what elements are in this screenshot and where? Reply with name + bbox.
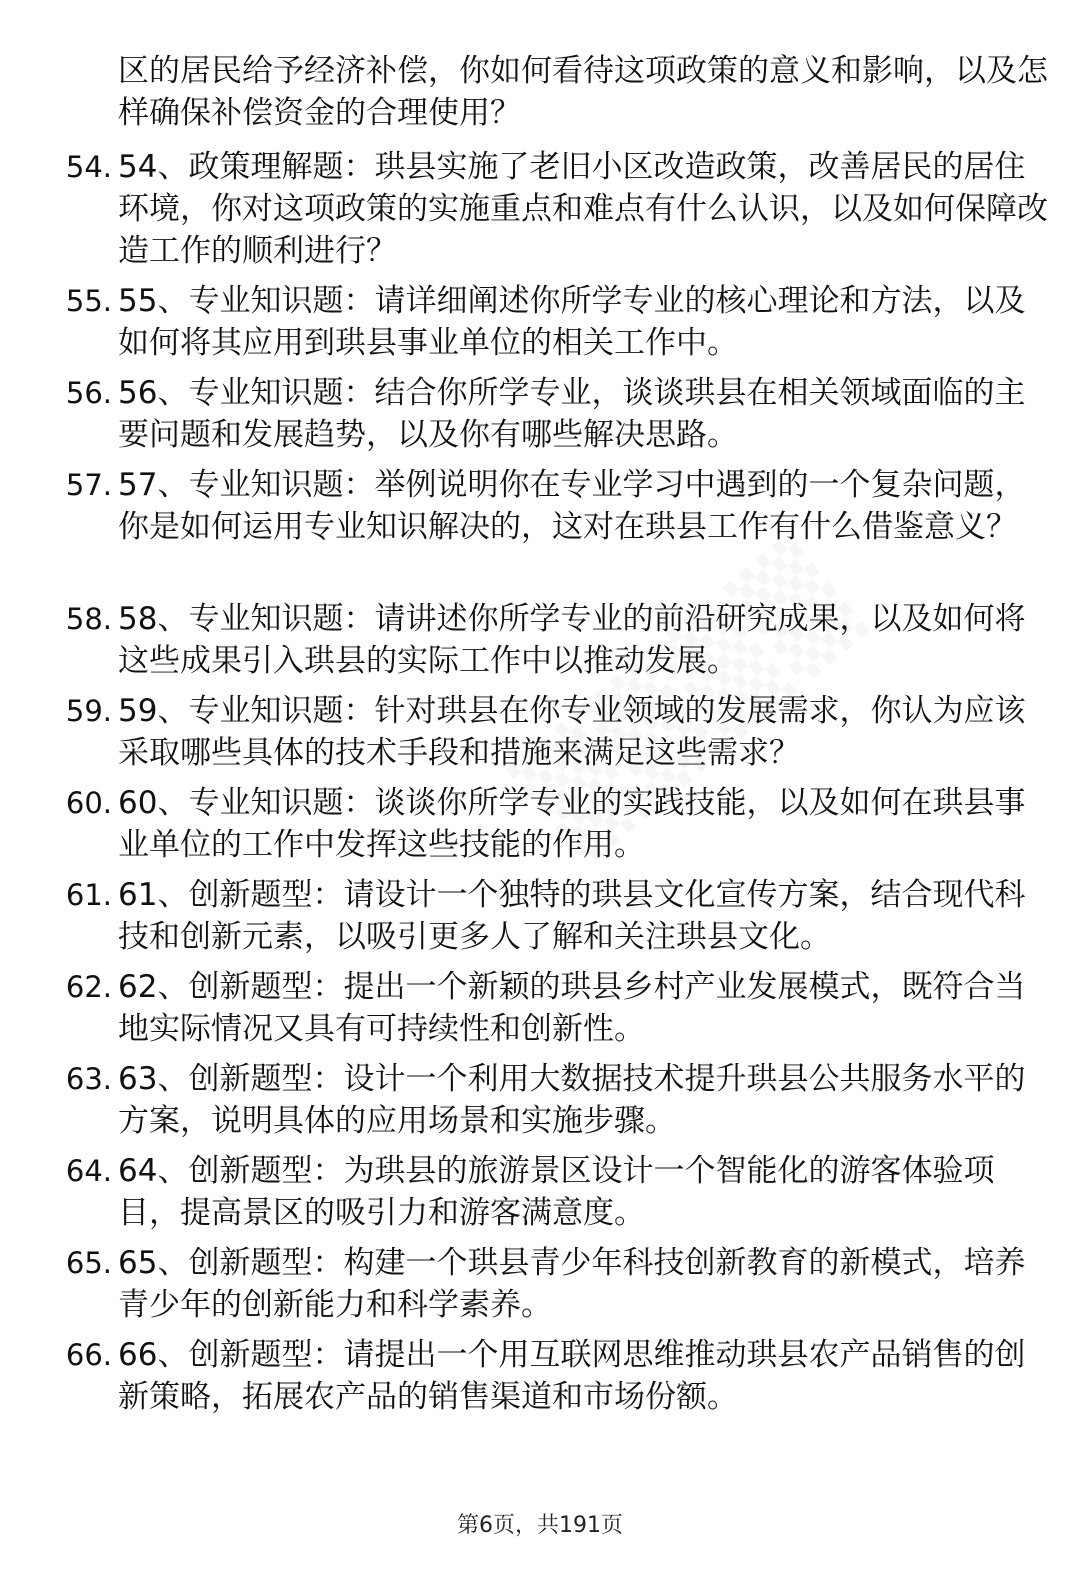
item-number: 61. bbox=[65, 878, 112, 912]
item-number: 63. bbox=[65, 1062, 112, 1096]
item-text: 54、政策理解题：珙县实施了老旧小区改造政策，改善居民的居住环境，你对这项政策的实施重点和难点有什么认识，以及如何保障改造工作的顺利进行？ bbox=[118, 149, 1048, 269]
item-number: 65. bbox=[65, 1246, 112, 1280]
item-text: 62、创新题型：提出一个新颖的珙县乡村产业发展模式，既符合当地实际情况又具有可持续性和创新性。 bbox=[118, 969, 1026, 1047]
item-number: 54. bbox=[65, 150, 112, 184]
item-text: 64、创新题型：为珙县的旅游景区设计一个智能化的游客体验项目，提高景区的吸引力和游客满意度。 bbox=[118, 1153, 995, 1231]
item-text: 56、专业知识题：结合你所学专业，谈谈珙县在相关领域面临的主要问题和发展趋势，以及你有哪些解决思路。 bbox=[118, 375, 1026, 453]
item-text: 63、创新题型：设计一个利用大数据技术提升珙县公共服务水平的方案，说明具体的应用场景和实施步骤。 bbox=[118, 1061, 1026, 1139]
item-number: 57. bbox=[65, 468, 112, 502]
page-footer: 第6页，共191页 bbox=[457, 1513, 623, 1538]
item-text: 59、专业知识题：针对珙县在你专业领域的发展需求，你认为应该采取哪些具体的技术手段和措施来满足这些需求？ bbox=[118, 693, 1026, 771]
item-number: 59. bbox=[65, 694, 112, 728]
item-number: 60. bbox=[65, 786, 112, 820]
item-number: 66. bbox=[65, 1338, 112, 1372]
item-number: 56. bbox=[65, 376, 112, 410]
item-number: 62. bbox=[65, 970, 112, 1004]
item-text: 57、专业知识题：举例说明你在专业学习中遇到的一个复杂问题，你是如何运用专业知识解决的，这对在珙县工作有什么借鉴意义？ bbox=[118, 467, 1026, 545]
item-text: 66、创新题型：请提出一个用互联网思维推动珙县农产品销售的创新策略，拓展农产品的销售渠道和市场份额。 bbox=[118, 1337, 1026, 1415]
item-number: 64. bbox=[65, 1154, 112, 1188]
item-number: 58. bbox=[65, 602, 112, 636]
item-number: 55. bbox=[65, 284, 112, 318]
continued-paragraph: 区的居民给予经济补偿，你如何看待这项政策的意义和影响，以及怎样确保补偿资金的合理使用？ bbox=[118, 53, 1048, 131]
item-text: 65、创新题型：构建一个珙县青少年科技创新教育的新模式，培养青少年的创新能力和科学素养。 bbox=[118, 1245, 1026, 1323]
item-text: 58、专业知识题：请讲述你所学专业的前沿研究成果，以及如何将这些成果引入珙县的实际工作中以推动发展。 bbox=[118, 601, 1026, 679]
item-text: 55、专业知识题：请详细阐述你所学专业的核心理论和方法，以及如何将其应用到珙县事业单位的相关工作中。 bbox=[118, 283, 1026, 361]
item-text: 60、专业知识题：谈谈你所学专业的实践技能，以及如何在珙县事业单位的工作中发挥这些技能的作用。 bbox=[118, 785, 1026, 863]
item-text: 61、创新题型：请设计一个独特的珙县文化宣传方案，结合现代科技和创新元素，以吸引更多人了解和关注珙县文化。 bbox=[118, 877, 1026, 955]
